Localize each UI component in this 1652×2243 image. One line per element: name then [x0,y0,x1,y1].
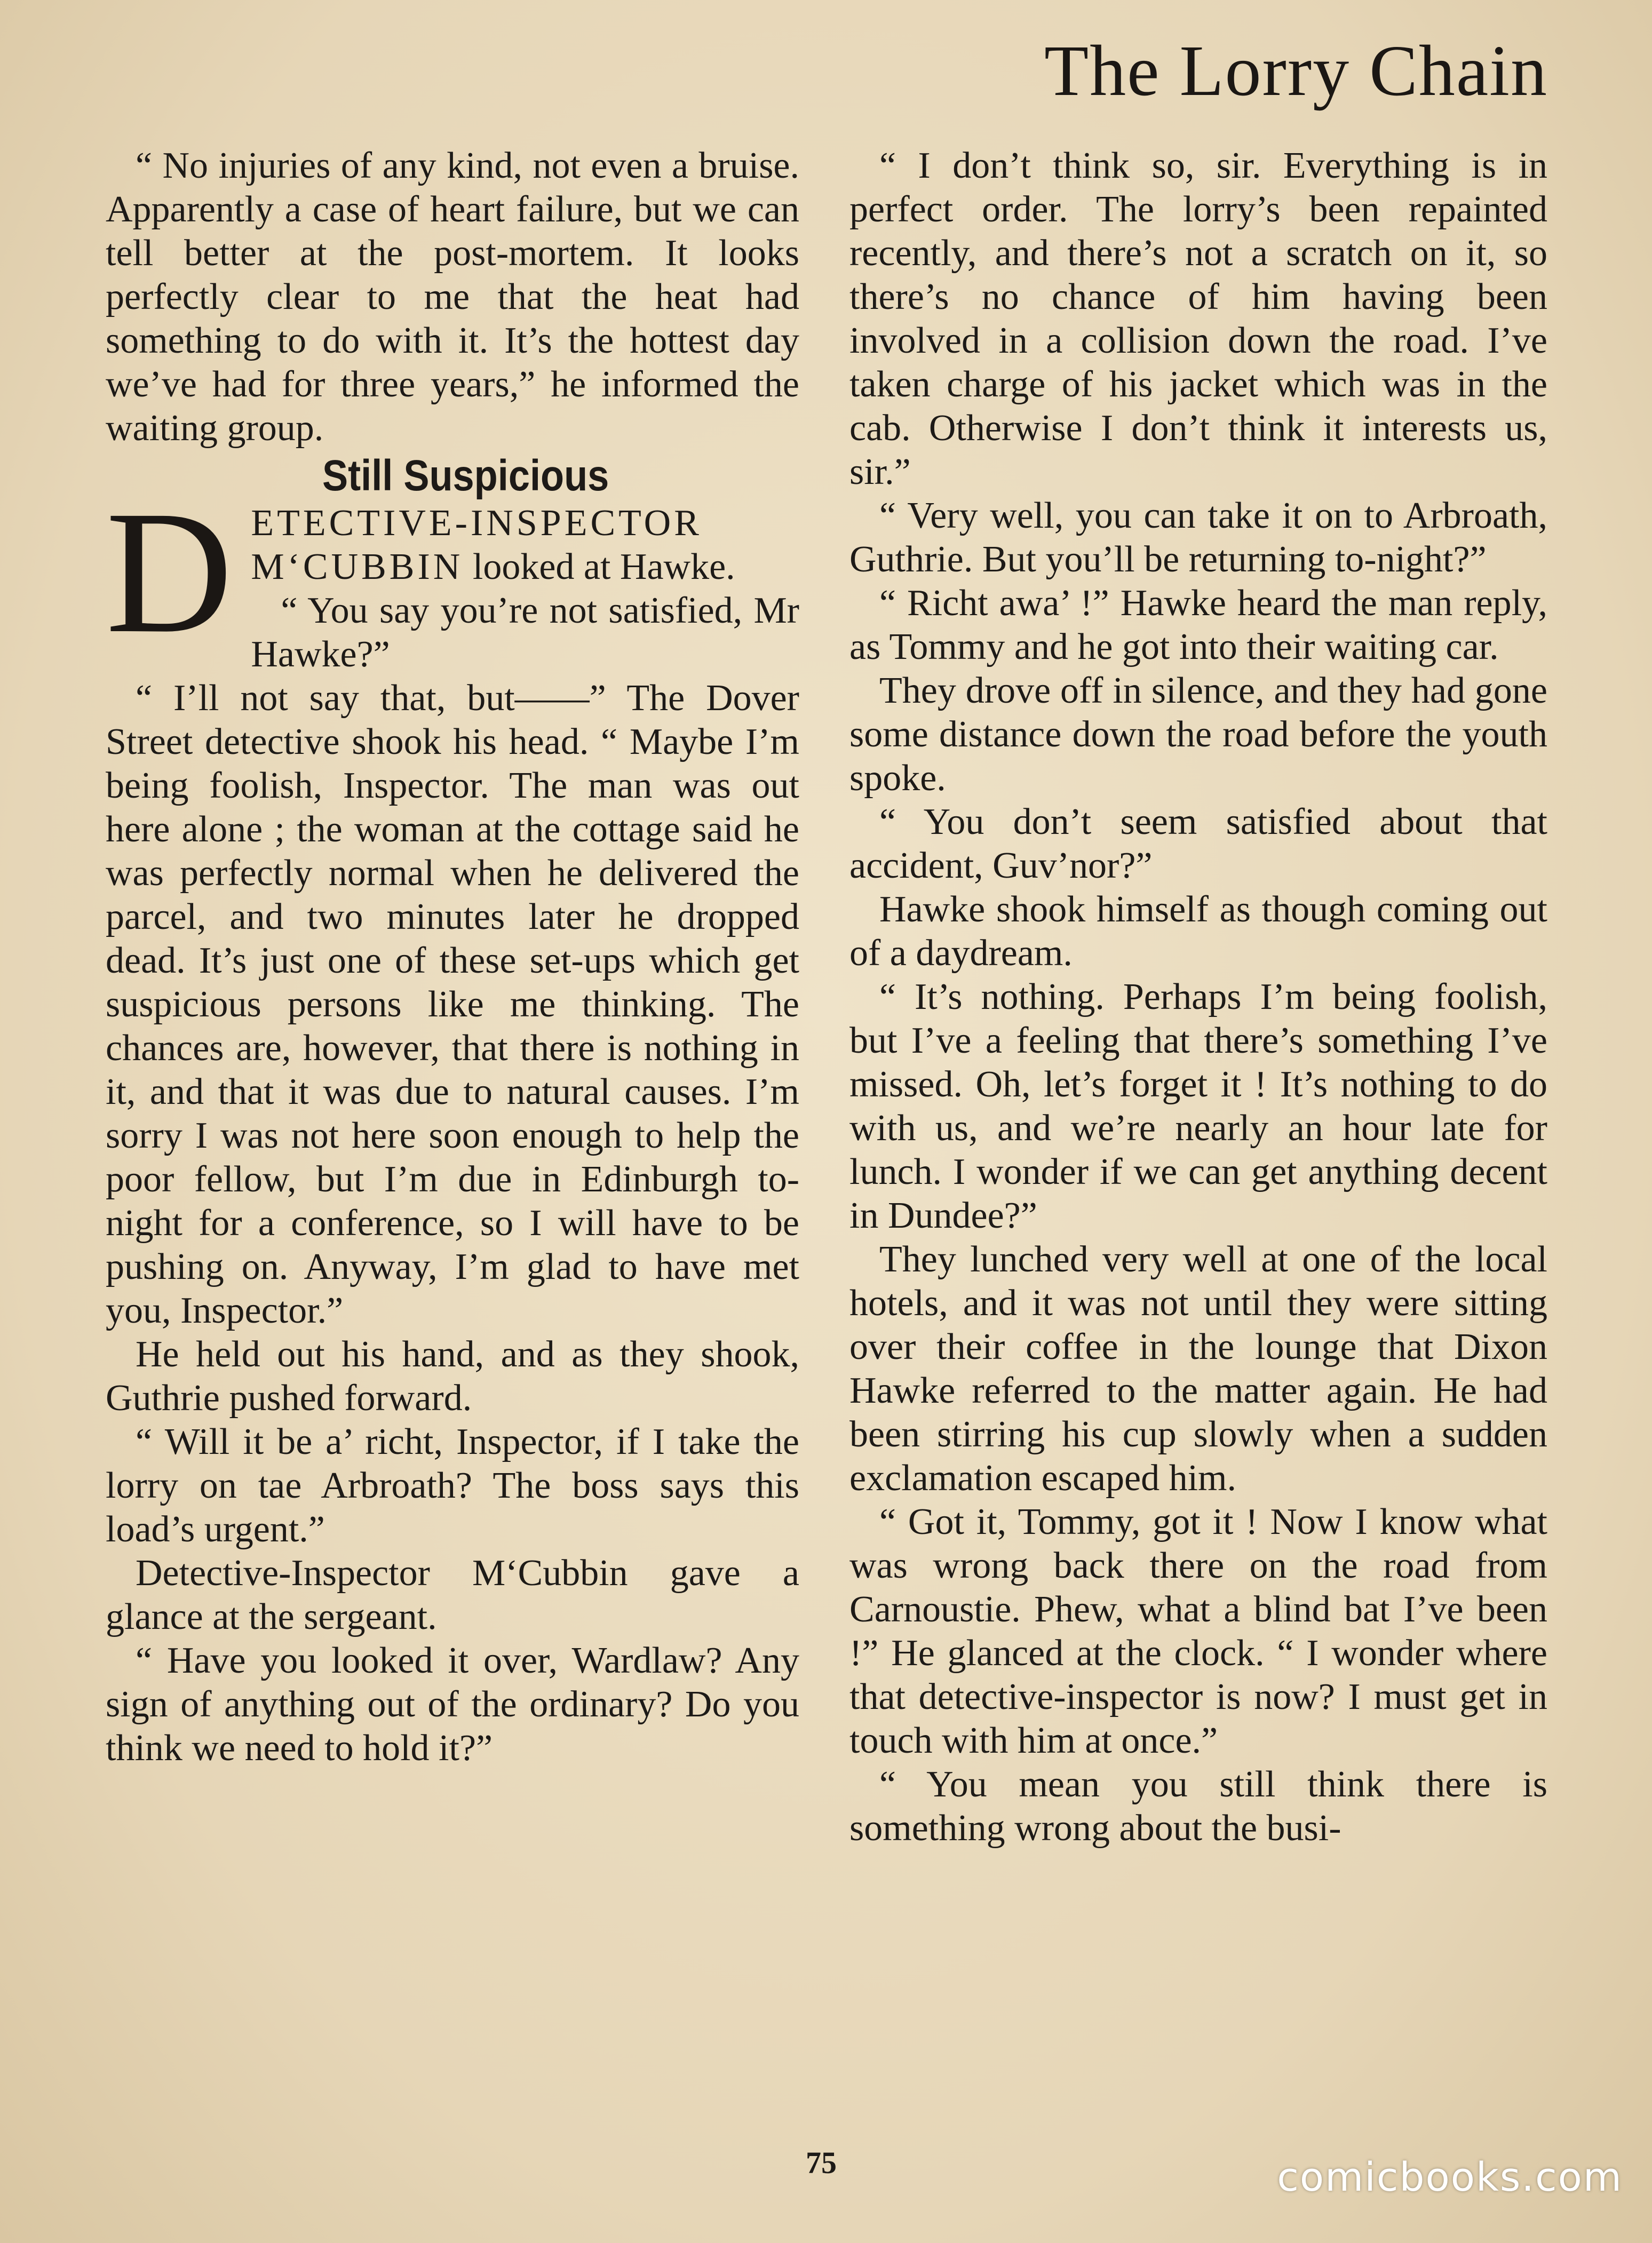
paragraph: “ You mean you still think there is something wrong about the busi- [849,1764,1547,1849]
paragraph: “ Will it be a’ richt, Inspector, if I take the lorry on tae Arbroath? The boss says this load’s urgent.” [106,1421,799,1550]
paragraph: Hawke shook himself as though coming out of a daydream. [849,889,1547,974]
running-title: The Lorry Chain [1044,31,1548,111]
dropcap-rest: looked at Hawke. [463,546,735,587]
drop-cap: D [106,475,233,670]
paragraph: He held out his hand, and as they shook, Guthrie pushed forward. [106,1334,799,1419]
paragraph: “ No injuries of any kind, not even a bruise. Apparently a case of heart failure, but we can tell better at the post-mortem. It looks perfectly clear to me that the heat had something to do with it. It’s the hottest day we’ve had for three years,” he informed the waiting group. [106,145,799,449]
page-number: 75 [806,2145,837,2180]
paragraph: “ Have you looked it over, Wardlaw? Any sign of anything out of the ordinary? Do you think we need to hold it?” [106,1640,799,1769]
right-column [849,144,1547,1850]
paragraph: “ Very well, you can take it on to Arbroath, Guthrie. But you’ll be returning to-night?” [849,495,1547,580]
paragraph: “ It’s nothing. Perhaps I’m being foolish, but I’ve a feeling that there’s something I’ve missed. Oh, let’s forget it ! It’s nothing to do with us, and we’re nearly an hour late for lunch. I wonder if we can get anything decent in Dundee?” [849,976,1547,1236]
paragraph: “ You don’t seem satisfied about that accident, Guv’nor?” [849,801,1547,886]
paragraph: “ Got it, Tommy, got it ! Now I know what was wrong back there on the road from Carnoustie. Phew, what a blind bat I’ve been !” He glanced at the clock. “ I wonder where that detective-inspector is now? I must get in touch with him at once.” [849,1501,1547,1761]
paragraph: “ I’ll not say that, but——” The Dover Street detective shook his head. “ Maybe I’m being foolish, Inspector. The man was out here alone ; the woman at the cottage said he was perfectly normal when he delivered the parcel, and two minutes later he dropped dead. It’s just one of these set-ups which get suspicious persons like me thinking. The chances are, however, that there is nothing in it, and that it was due to natural causes. I’m sorry I was not here soon enough to help the poor fellow, but I’m due in Edinburgh to-night for a conference, so I will have to be pushing on. Anyway, I’m glad to have met you, Inspector.” [106,678,799,1331]
watermark: comicbooks.com [1277,2154,1623,2200]
dropcap-caps: ETECTIVE-INSPECTOR M‘CUBBIN [251,503,702,587]
paragraph: “ You say you’re not satisfied, Mr Hawke?” [251,590,799,675]
left-column [106,144,799,1770]
paragraph: Detective-Inspector M‘Cubbin gave a glance at the sergeant. [106,1553,799,1637]
paragraph: They lunched very well at one of the local hotels, and it was not until they were sitting over their coffee in the lounge that Dixon Hawke referred to the matter again. He had been stirring his cup slowly when a sudden exclamation escaped him. [849,1239,1547,1499]
section-heading: Still Suspicious [322,451,609,500]
paragraph: “ Richt awa’ !” Hawke heard the man reply, as Tommy and he got into their waiting car. [849,583,1547,667]
paragraph: “ I don’t think so, sir. Everything is in perfect order. The lorry’s been repainted recently, and there’s not a scratch on it, so there’s no chance of him having been involved in a collision down the road. I’ve taken charge of his jacket which was in the cab. Otherwise I don’t think it interests us, sir.” [849,145,1547,492]
paragraph: They drove off in silence, and they had gone some distance down the road before the youth spoke. [849,670,1547,799]
